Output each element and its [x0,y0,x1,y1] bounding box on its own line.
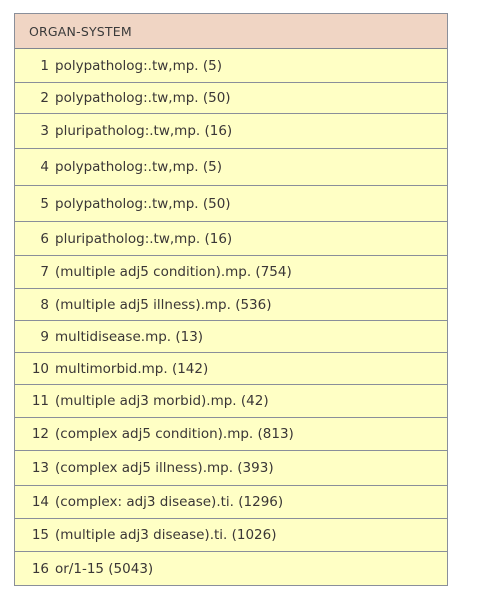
row-number: 1 [40,57,49,74]
table-row [15,49,447,83]
table-row [15,385,447,418]
table-row [15,289,447,321]
row-search-term: multimorbid.mp. (142) [55,360,209,377]
table-row [15,519,447,552]
table-row [15,256,447,289]
row-number: 14 [31,494,49,510]
row-number: 3 [40,123,49,139]
table-row [15,418,447,451]
row-number: 15 [31,527,49,543]
row-search-term: polypatholog:.tw,mp. (5) [55,159,222,175]
row-number: 6 [40,230,49,247]
table-row [15,552,447,585]
table-header-label: ORGAN-SYSTEM [29,23,132,39]
row-search-term: (multiple adj5 illness).mp. (536) [55,296,272,313]
row-search-term: (multiple adj3 morbid).mp. (42) [55,393,269,409]
row-number: 10 [31,360,49,377]
row-number: 5 [40,195,49,212]
row-number: 8 [40,296,49,313]
row-search-term: (complex: adj3 disease).ti. (1296) [55,494,284,510]
table-header [15,14,447,49]
table-row [15,222,447,256]
table-row [15,451,447,486]
table-row [15,149,447,186]
table-row [15,321,447,353]
row-number: 4 [40,159,49,175]
row-number: 13 [31,460,49,476]
table-row [15,114,447,149]
table-row [15,486,447,519]
row-number: 9 [40,328,49,345]
table-row [15,186,447,222]
row-search-term: (multiple adj5 condition).mp. (754) [55,264,292,280]
row-number: 11 [31,393,49,409]
row-number: 7 [40,264,49,280]
row-number: 16 [31,560,49,577]
row-search-term: polypatholog:.tw,mp. (50) [55,195,231,212]
row-search-term: pluripatholog:.tw,mp. (16) [55,230,233,247]
row-search-term: pluripatholog:.tw,mp. (16) [55,123,233,139]
table-body [15,49,447,585]
row-search-term: (complex adj5 illness).mp. (393) [55,460,274,476]
table-row [15,83,447,114]
row-number: 12 [31,426,49,442]
row-search-term: (multiple adj3 disease).ti. (1026) [55,527,277,543]
row-search-term: or/1-15 (5043) [55,560,154,577]
row-search-term: multidisease.mp. (13) [55,328,204,345]
row-search-term: (complex adj5 condition).mp. (813) [55,426,294,442]
table-row [15,353,447,385]
row-search-term: polypatholog:.tw,mp. (50) [55,90,231,106]
search-strategy-table [14,13,448,586]
row-search-term: polypatholog:.tw,mp. (5) [55,57,222,74]
row-number: 2 [40,90,49,106]
